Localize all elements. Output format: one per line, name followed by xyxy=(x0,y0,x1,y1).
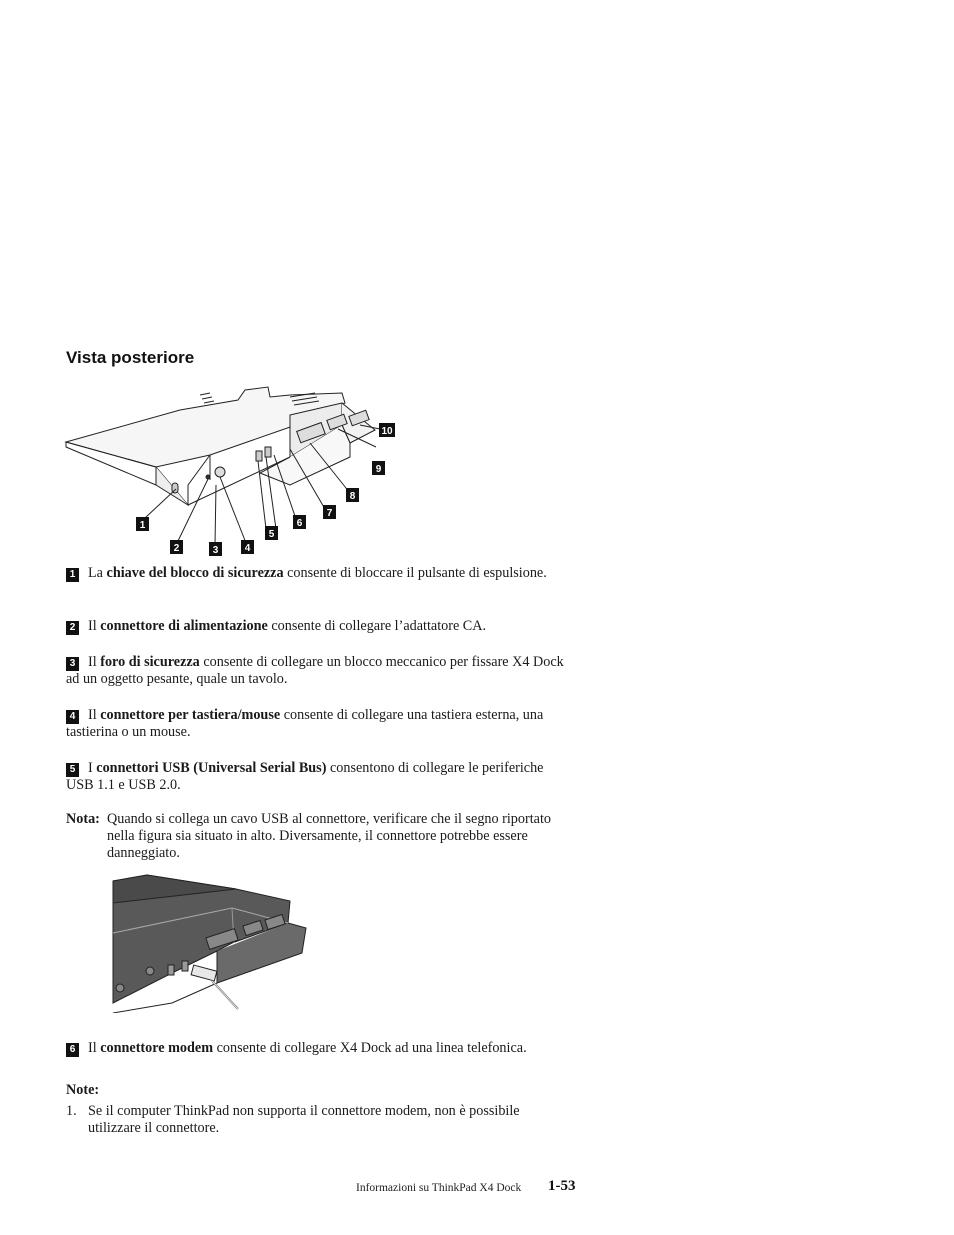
item-1-number: 1 xyxy=(66,568,79,582)
note-text: Quando si collega un cavo USB al connettore, verificare che il segno riportato nella figura sia situato in alto. Diversamente, il connettore potrebbe essere danneggiato. xyxy=(107,811,551,861)
callout-9: 9 xyxy=(375,464,382,475)
callout-8: 8 xyxy=(349,491,356,502)
callout-2: 2 xyxy=(173,543,180,554)
callout-6: 6 xyxy=(296,518,303,529)
item-4-paragraph: 4 Il connettore per tastiera/mouse consente di collegare una tastiera esterna, una tastierina o un mouse. xyxy=(66,707,544,740)
notes-heading: Note: xyxy=(66,1082,100,1098)
page-number: 1-53 xyxy=(548,1178,576,1194)
item-6-term: connettore modem xyxy=(100,1040,214,1056)
item-4-term: connettore per tastiera/mouse xyxy=(100,707,281,723)
item-1-paragraph: 1 La chiave del blocco di sicurezza consente di bloccare il pulsante di espulsione. xyxy=(66,565,566,582)
note-label: Nota: xyxy=(66,811,100,827)
section-title: Vista posteriore xyxy=(66,348,195,367)
callout-3: 3 xyxy=(212,545,219,556)
item-2-number: 2 xyxy=(66,621,79,635)
callout-5: 5 xyxy=(268,529,275,540)
item-2-term: connettore di alimentazione xyxy=(100,618,268,634)
item-1-term: chiave del blocco di sicurezza xyxy=(106,565,284,581)
item-3-paragraph: 3 Il foro di sicurezza consente di collegare un blocco meccanico per fissare X4 Dock ad un oggetto pesante, quale un tavolo. xyxy=(66,654,564,687)
item-5-number: 5 xyxy=(66,763,79,777)
item-6-number: 6 xyxy=(66,1043,79,1057)
item-3-term: foro di sicurezza xyxy=(100,654,200,670)
list-item-text: Se il computer ThinkPad non supporta il connettore modem, non è possibile utilizzare il connettore. xyxy=(88,1103,520,1136)
item-5-term: connettori USB (Universal Serial Bus) xyxy=(96,760,327,776)
footer-title: Informazioni su ThinkPad X4 Dock xyxy=(356,1182,522,1194)
item-6-paragraph: 6 Il connettore modem consente di collegare X4 Dock ad una linea telefonica. xyxy=(66,1040,566,1057)
item-3-number: 3 xyxy=(66,657,79,671)
usb-connection-figure xyxy=(112,873,308,1013)
dock-rear-view-figure xyxy=(60,385,400,560)
callout-4: 4 xyxy=(244,543,251,554)
item-2-paragraph: 2 Il connettore di alimentazione consente di collegare l’adattatore CA. xyxy=(66,618,566,635)
item-5-paragraph: 5 I connettori USB (Universal Serial Bus) consentono di collegare le periferiche USB 1.1 e USB 2.0. xyxy=(66,760,544,793)
list-item-number: 1. xyxy=(66,1103,77,1119)
callout-10: 10 xyxy=(381,426,393,437)
callout-7: 7 xyxy=(326,508,333,519)
item-4-number: 4 xyxy=(66,710,79,724)
callout-1: 1 xyxy=(139,520,146,531)
